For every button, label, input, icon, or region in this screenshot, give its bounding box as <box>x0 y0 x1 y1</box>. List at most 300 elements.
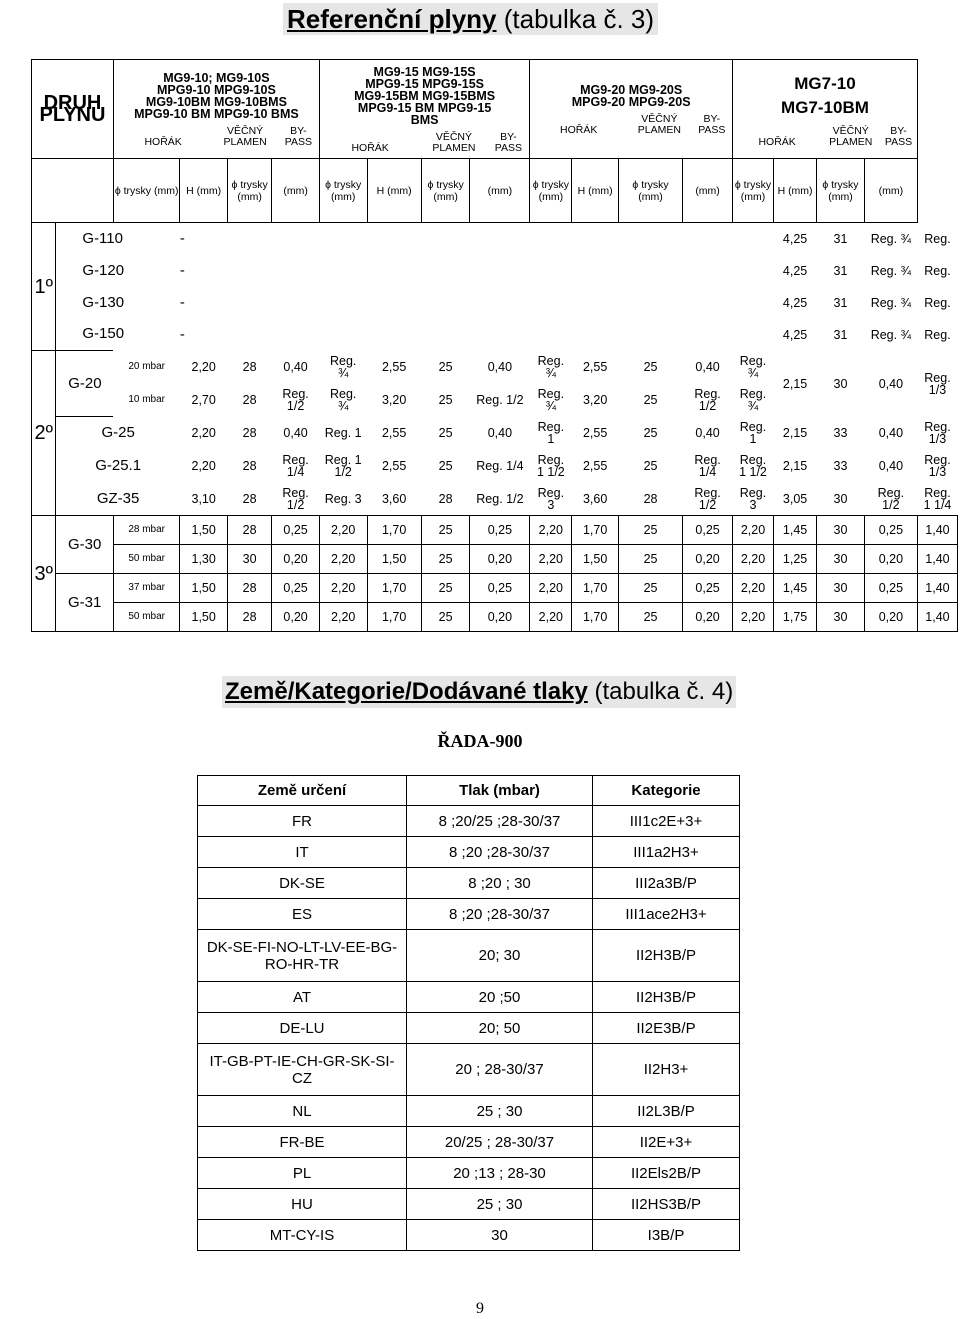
countries-header-row <box>198 776 740 806</box>
category-cell: I3B/P <box>593 1220 740 1251</box>
cell-line: Reg. ¾ <box>870 327 912 342</box>
value-cell: 1,70 <box>572 574 619 603</box>
h-value: 31 <box>833 295 848 310</box>
value-cell: Reg. ¾ <box>537 354 565 380</box>
value-cell: 25 <box>438 459 453 473</box>
value-cell: 3,20 <box>381 393 407 407</box>
country-row <box>198 1096 740 1127</box>
value-cell: 1,50 <box>180 516 228 545</box>
value-cell: 2,20 <box>530 603 572 632</box>
value-cell: 30 <box>833 376 848 391</box>
value-cell: 0,25 <box>683 574 733 603</box>
h-header: H (mm) <box>773 159 816 223</box>
pressure-cell: 20; 50 <box>407 1013 593 1044</box>
value-cell: 0,25 <box>272 574 320 603</box>
family3-row <box>32 545 958 574</box>
value-cell: 1,30 <box>180 545 228 574</box>
value-cell: 3,10 <box>191 491 216 506</box>
pilot-value <box>864 287 917 319</box>
value-cell: 30 <box>817 603 865 632</box>
country-row <box>198 837 740 868</box>
value-cell: 0,25 <box>272 516 320 545</box>
value-cell: Reg. ¾ <box>329 354 357 380</box>
value-cell: 0,20 <box>470 545 530 574</box>
nozzle-header: ϕ trysky (mm) <box>733 159 774 223</box>
burner-label-bypass: BY-PASS <box>494 131 522 154</box>
value-cell: 0,25 <box>470 574 530 603</box>
value-cell: 28 <box>227 603 271 632</box>
category-cell: II2Els2B/P <box>593 1158 740 1189</box>
value-cell: 0,40 <box>878 426 904 440</box>
value-cell: 30 <box>817 574 865 603</box>
value-cell: 0,20 <box>683 545 733 574</box>
pressure-cell: 20 ;50 <box>407 982 593 1013</box>
value-cell: Reg. ¾ <box>537 387 565 413</box>
value-cell: 1,75 <box>773 603 816 632</box>
nozzle-value: 4,25 <box>782 327 808 342</box>
pressure-cell: 25 ; 30 <box>407 1189 593 1220</box>
family1-row <box>32 255 958 287</box>
pressure-label: 50 mbar <box>113 545 179 574</box>
value-cell: 0,20 <box>864 545 917 574</box>
value-cell: 2,20 <box>319 603 367 632</box>
family3-row <box>32 516 958 545</box>
gas-name: G-130 <box>82 293 125 311</box>
value-cell: 2,20 <box>733 516 774 545</box>
value-cell: 30 <box>227 545 271 574</box>
model-name: MG7-10 <box>794 74 856 93</box>
country-row <box>198 1158 740 1189</box>
bypass-mm-header: (mm) <box>683 159 733 223</box>
burner-label-bypass: BY-PASS <box>698 113 726 136</box>
value-cell: 0,40 <box>487 426 513 440</box>
country-row <box>198 1189 740 1220</box>
value-cell: Reg. 3 <box>739 485 767 512</box>
dash-cell: - <box>179 325 185 343</box>
model-group-header <box>530 60 733 159</box>
gas-g31: G-31 <box>56 574 114 632</box>
burner-labels <box>114 126 319 148</box>
gas-g20: G-20 <box>56 351 114 417</box>
value-cell: 1,50 <box>367 545 421 574</box>
pressure-cell: 20 ;13 ; 28-30 <box>407 1158 593 1189</box>
burner-labels <box>530 114 732 136</box>
value-cell: 1,70 <box>572 516 619 545</box>
page-number: 9 <box>476 1300 484 1317</box>
country-cell: ES <box>198 899 407 930</box>
value-cell: 3,60 <box>381 491 407 506</box>
family2-row <box>32 483 958 516</box>
burner-label-vecny: VĚČNÝ PLAMEN <box>637 113 681 136</box>
bypass-value: Reg. <box>924 263 951 278</box>
pilot-nozzle-header: ϕ trysky (mm) <box>227 159 271 223</box>
value-cell: 1,25 <box>773 545 816 574</box>
value-cell: 2,20 <box>319 545 367 574</box>
value-cell: 1,45 <box>773 516 816 545</box>
countries-table <box>197 775 740 1251</box>
value-cell: 0,20 <box>272 545 320 574</box>
value-cell: Reg. 1 1/2 <box>536 453 565 479</box>
value-cell: 2,20 <box>530 545 572 574</box>
dash-cell: - <box>179 261 185 279</box>
burner-label-vecny: VĚČNÝ PLAMEN <box>432 131 476 154</box>
burner-label-bypass: BY-PASS <box>284 125 312 148</box>
value-cell: 25 <box>618 516 682 545</box>
value-cell: 30 <box>817 516 865 545</box>
value-cell: 0,25 <box>864 574 917 603</box>
nozzle-value: 4,25 <box>782 295 808 310</box>
pressure-cell: 8 ;20 ;28-30/37 <box>407 837 593 868</box>
burner-label-horak: HOŘÁK <box>144 136 182 148</box>
pressure-cell: 8 ;20 ;28-30/37 <box>407 899 593 930</box>
value-cell: Reg. 1/3 <box>924 370 951 397</box>
value-cell: 0,40 <box>487 360 513 374</box>
family1-row <box>32 223 958 255</box>
model-group-header <box>319 60 529 159</box>
pilot-value <box>864 223 917 255</box>
burner-label-vecny: VĚČNÝ PLAMEN <box>223 125 267 148</box>
value-cell: 1,70 <box>367 574 421 603</box>
pressure-label: 50 mbar <box>113 603 179 632</box>
value-cell: 0,40 <box>283 426 308 440</box>
value-cell: 2,20 <box>530 574 572 603</box>
model-name: MPG9-10 BM MPG9-10 BMS <box>134 107 299 121</box>
pressure-cell: 30 <box>407 1220 593 1251</box>
model-name: MPG9-10 MPG9-10S <box>157 83 276 97</box>
model-group-header <box>113 60 319 159</box>
value-cell: Reg. 1/4 <box>694 453 721 479</box>
bypass-value: Reg. <box>924 327 951 342</box>
country-row <box>198 899 740 930</box>
table4-title <box>222 676 736 708</box>
value-cell: 25 <box>421 574 470 603</box>
value-cell: 28 <box>227 516 271 545</box>
value-cell: Reg. 1/3 <box>924 420 951 446</box>
country-cell: DE-LU <box>198 1013 407 1044</box>
dash-cell: - <box>179 293 185 311</box>
value-cell: 0,25 <box>683 516 733 545</box>
value-cell: 2,55 <box>381 426 407 440</box>
header-country: Země určení <box>198 776 407 806</box>
nozzle-header: ϕ trysky (mm) <box>113 159 179 223</box>
value-cell: 0,20 <box>683 603 733 632</box>
value-cell: Reg. 1/2 <box>877 485 905 512</box>
value-cell: Reg. ¾ <box>739 354 767 380</box>
value-cell: Reg. 1/2 <box>282 485 309 512</box>
value-cell: 25 <box>643 393 658 407</box>
gas-name: G-25 <box>101 424 135 442</box>
header-category: Kategorie <box>593 776 740 806</box>
burner-label-horak: HOŘÁK <box>560 124 598 136</box>
category-cell: II2H3+ <box>593 1044 740 1096</box>
value-cell: 0,20 <box>272 603 320 632</box>
h-header: H (mm) <box>180 159 228 223</box>
category-cell: II2E3B/P <box>593 1013 740 1044</box>
value-cell: 25 <box>643 360 658 374</box>
model-group-header <box>733 60 918 159</box>
table4-title-bold: Země/Kategorie/Dodávané tlaky <box>225 678 588 705</box>
value-cell: Reg. 1/2 <box>476 393 524 407</box>
nozzle-header: ϕ trysky (mm) <box>530 159 572 223</box>
pilot-nozzle-header: ϕ trysky (mm) <box>421 159 470 223</box>
pressure-cell: 20 ; 28-30/37 <box>407 1044 593 1096</box>
value-cell: 0,40 <box>878 459 904 473</box>
model-name: MPG9-15 MPG9-15S <box>365 77 484 91</box>
category-cell: III1ace2H3+ <box>593 899 740 930</box>
model-name: MG9-10; MG9-10S <box>163 71 270 85</box>
cell-line: Reg. ¾ <box>870 295 912 310</box>
model-name: MG7-10BM <box>781 98 869 117</box>
country-row <box>198 868 740 899</box>
value-cell: 2,20 <box>733 603 774 632</box>
nozzle-header: ϕ trysky (mm) <box>319 159 367 223</box>
h-header: H (mm) <box>367 159 421 223</box>
value-cell: 1,40 <box>917 603 957 632</box>
value-cell: 1,40 <box>917 545 957 574</box>
h-value: 31 <box>833 263 848 278</box>
category-cell: II2L3B/P <box>593 1096 740 1127</box>
country-row <box>198 1220 740 1251</box>
value-cell: 33 <box>833 459 848 473</box>
value-cell: 25 <box>438 426 453 440</box>
value-cell: 3,60 <box>582 491 608 506</box>
bypass-mm-header: (mm) <box>272 159 320 223</box>
pressure-cell: 8 ;20 ; 30 <box>407 868 593 899</box>
country-cell: DK-SE-FI-NO-LT-LV-EE-BG-RO-HR-TR <box>198 930 407 982</box>
table3-title <box>283 3 658 35</box>
family2-row <box>32 450 958 483</box>
country-cell: FR-BE <box>198 1127 407 1158</box>
value-cell: 0,40 <box>878 376 904 391</box>
category-cell: II2H3B/P <box>593 930 740 982</box>
pilot-nozzle-header: ϕ trysky (mm) <box>618 159 682 223</box>
value-cell: 25 <box>438 360 453 374</box>
family2-row <box>32 417 958 450</box>
family1-row <box>32 287 958 319</box>
value-cell: 25 <box>643 459 658 473</box>
value-cell: 2,55 <box>582 459 608 473</box>
pressure-cell: 20; 30 <box>407 930 593 982</box>
gas-name: G-25.1 <box>95 457 142 474</box>
gas-name: G-150 <box>82 325 125 343</box>
bypass-value: Reg. <box>924 295 951 310</box>
value-cell: 2,55 <box>582 360 608 374</box>
value-cell: 1,50 <box>572 545 619 574</box>
value-cell: Reg. 1 1/4 <box>923 485 952 512</box>
value-cell: 0,40 <box>695 360 720 374</box>
value-cell: 0,25 <box>470 516 530 545</box>
value-cell: Reg. ¾ <box>739 387 767 413</box>
value-cell: 25 <box>421 603 470 632</box>
value-cell: 28 <box>242 491 257 506</box>
value-cell: 28 <box>643 491 658 506</box>
model-name: MG9-15BM MG9-15BMS <box>354 89 496 103</box>
bypass-value: Reg. <box>924 231 951 246</box>
pressure-label: 28 mbar <box>113 516 179 545</box>
header-models-row <box>32 60 958 159</box>
value-cell: Reg. 1 1/2 <box>324 453 362 479</box>
value-cell: Reg. 1/2 <box>694 387 721 413</box>
h-value: 31 <box>833 231 848 246</box>
family2-g20-row <box>32 351 958 384</box>
model-name: BMS <box>410 113 439 127</box>
country-row <box>198 1013 740 1044</box>
value-cell: 28 <box>242 426 257 440</box>
country-cell: IT <box>198 837 407 868</box>
model-name: MG9-15 MG9-15S <box>373 65 476 79</box>
pressure-cell: 20/25 ; 28-30/37 <box>407 1127 593 1158</box>
value-cell: 28 <box>242 360 257 374</box>
series-heading: ŘADA-900 <box>437 731 523 751</box>
family-1: 1º <box>32 223 56 351</box>
value-cell: 2,15 <box>782 376 808 391</box>
value-cell: Reg. 1/2 <box>282 387 309 413</box>
family3-row <box>32 574 958 603</box>
value-cell: 1,50 <box>180 603 228 632</box>
value-cell: 25 <box>421 516 470 545</box>
value-cell: Reg. 1 <box>537 420 565 446</box>
pilot-nozzle-header: ϕ trysky (mm) <box>817 159 865 223</box>
burner-label-horak: HOŘÁK <box>351 142 389 154</box>
cell-line: Reg. ¾ <box>870 263 912 278</box>
druh-plynu-header: DRUH PLYNU <box>32 60 114 159</box>
country-row <box>198 930 740 982</box>
burner-label-horak: HOŘÁK <box>758 136 796 148</box>
empty-cell <box>32 159 114 223</box>
value-cell: 1,70 <box>572 603 619 632</box>
value-cell: Reg. 1 <box>324 426 362 440</box>
table4-title-rest: (tabulka č. 4) <box>587 678 734 705</box>
value-cell: 2,20 <box>530 516 572 545</box>
country-cell: MT-CY-IS <box>198 1220 407 1251</box>
country-row <box>198 1044 740 1096</box>
value-cell: 3,20 <box>582 393 608 407</box>
value-cell: 0,40 <box>283 360 308 374</box>
value-cell: Reg. 1 <box>739 420 767 446</box>
pressure-cell: 8 ;20/25 ;28-30/37 <box>407 806 593 837</box>
reference-gases-table <box>31 59 958 632</box>
category-cell: II2H3B/P <box>593 982 740 1013</box>
value-cell: 2,20 <box>191 426 216 440</box>
value-cell: 2,20 <box>319 516 367 545</box>
value-cell: 25 <box>618 574 682 603</box>
category-cell: II2HS3B/P <box>593 1189 740 1220</box>
value-cell: 2,20 <box>319 574 367 603</box>
value-cell: 2,15 <box>782 426 808 440</box>
value-cell: 2,55 <box>582 426 608 440</box>
value-cell: 25 <box>643 426 658 440</box>
header-pressure: Tlak (mbar) <box>407 776 593 806</box>
value-cell: 2,70 <box>191 393 216 407</box>
model-name: MPG9-20 MPG9-20S <box>571 95 691 109</box>
value-cell: 28 <box>438 491 453 506</box>
model-name: MG9-10BM MG9-10BMS <box>145 95 287 109</box>
value-cell: 1,45 <box>773 574 816 603</box>
value-cell: 28 <box>227 574 271 603</box>
value-cell: 28 <box>242 393 257 407</box>
value-cell: 30 <box>817 545 865 574</box>
value-cell: 2,20 <box>733 574 774 603</box>
country-cell: PL <box>198 1158 407 1189</box>
pressure-label: 20 mbar <box>128 361 165 372</box>
nozzle-value: 4,25 <box>782 263 808 278</box>
family1-row <box>32 319 958 351</box>
value-cell: Reg. 1/4 <box>282 453 309 479</box>
country-cell: DK-SE <box>198 868 407 899</box>
gas-name: G-120 <box>82 261 125 279</box>
value-cell: 25 <box>438 393 453 407</box>
value-cell: 0,20 <box>470 603 530 632</box>
nozzle-value: 4,25 <box>782 231 808 246</box>
table3-title-bold: Referenční plyny <box>287 4 497 34</box>
gas-g30: G-30 <box>56 516 114 574</box>
burner-labels <box>733 126 917 148</box>
country-cell: FR <box>198 806 407 837</box>
pilot-value <box>864 319 917 351</box>
value-cell: Reg. 3 <box>537 485 565 512</box>
country-cell: AT <box>198 982 407 1013</box>
pilot-value <box>864 255 917 287</box>
value-cell: 28 <box>242 459 257 473</box>
value-cell: Reg. 1 1/2 <box>739 453 767 479</box>
value-cell: Reg. 1/2 <box>694 485 721 512</box>
category-cell: III1a2H3+ <box>593 837 740 868</box>
model-name: MPG9-15 BM MPG9-15 <box>357 101 492 115</box>
gas-name: GZ-35 <box>96 489 140 507</box>
burner-labels <box>320 132 529 154</box>
country-row <box>198 982 740 1013</box>
value-cell: 25 <box>421 545 470 574</box>
pressure-label: 10 mbar <box>128 394 165 405</box>
value-cell: 1,50 <box>180 574 228 603</box>
gas-name: G-110 <box>82 229 123 247</box>
pressure-cell: 25 ; 30 <box>407 1096 593 1127</box>
pressure-label: 37 mbar <box>113 574 179 603</box>
burner-label-vecny: VĚČNÝ PLAMEN <box>829 125 873 148</box>
value-cell: 25 <box>618 545 682 574</box>
value-cell: 1,40 <box>917 516 957 545</box>
value-cell: 1,40 <box>917 574 957 603</box>
country-cell: HU <box>198 1189 407 1220</box>
value-cell: 1,70 <box>367 516 421 545</box>
value-cell: Reg. 1/2 <box>476 491 524 506</box>
value-cell: 25 <box>618 603 682 632</box>
value-cell: 30 <box>833 491 848 506</box>
dash-cell: - <box>179 229 185 247</box>
value-cell: Reg. 1/3 <box>924 453 951 479</box>
cell-line: Reg. ¾ <box>870 231 912 246</box>
value-cell: Reg. 1/4 <box>476 459 524 473</box>
bypass-mm-header: (mm) <box>470 159 530 223</box>
category-cell: III2a3B/P <box>593 868 740 899</box>
model-name: MG9-20 MG9-20S <box>580 83 683 97</box>
value-cell: 2,55 <box>381 459 407 473</box>
country-cell: NL <box>198 1096 407 1127</box>
value-cell: 2,20 <box>191 459 216 473</box>
value-cell: 2,20 <box>191 360 216 374</box>
value-cell: 0,40 <box>695 426 720 440</box>
category-cell: II2E+3+ <box>593 1127 740 1158</box>
category-cell: III1c2E+3+ <box>593 806 740 837</box>
value-cell: 3,05 <box>782 491 808 506</box>
family-3: 3º <box>32 516 56 632</box>
country-row <box>198 1127 740 1158</box>
value-cell: 2,20 <box>733 545 774 574</box>
value-cell: 1,70 <box>367 603 421 632</box>
bypass-mm-header: (mm) <box>864 159 917 223</box>
value-cell: Reg. 3 <box>324 491 362 506</box>
value-cell: 33 <box>833 426 848 440</box>
